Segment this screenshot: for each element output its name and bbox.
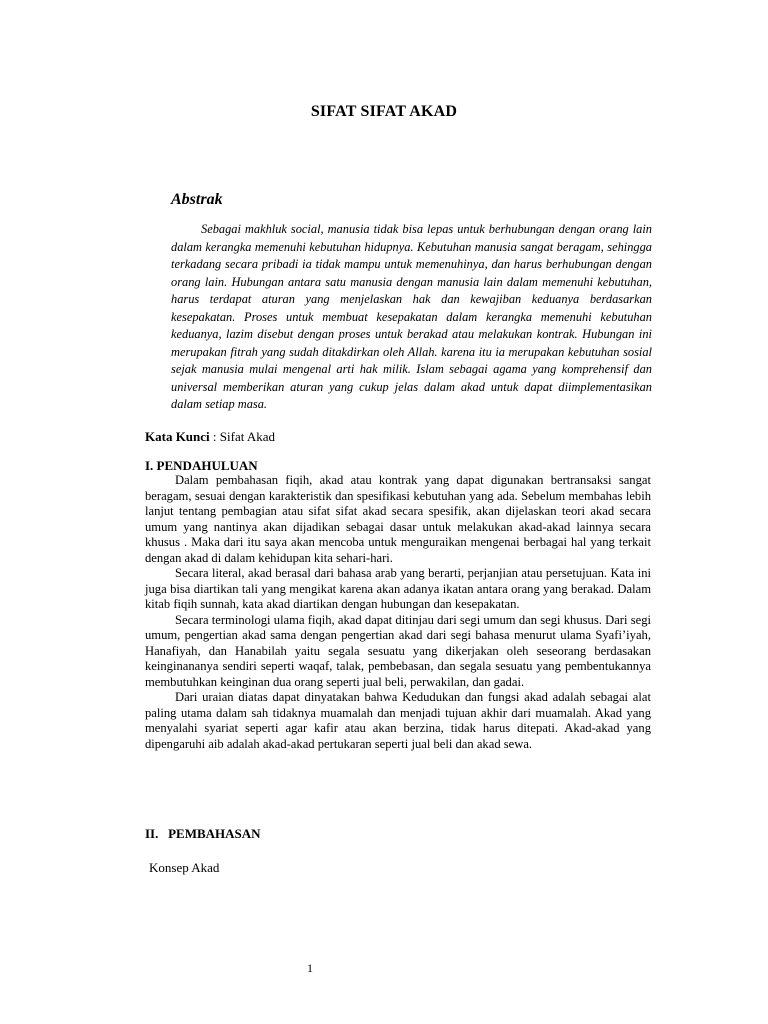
section-body-pendahuluan [145,473,651,752]
keywords-label: Kata Kunci [145,429,210,444]
page-number: 1 [307,961,313,975]
paragraph: Dalam pembahasan fiqih, akad atau kontrak yang dapat digunakan bertransaksi sangat beragam, sesuai dengan karakteristik dan spesifikasi kebutuhan yang ada. Sebelum membahas lebih lanjut tentang pembagian atau sifat sifat akad secara spesifik, akan dijelaskan teori akad secara umum yang nantinya akan dijadikan sebagai dasar untuk melakukan akad-akad lainnya secara khusus . Maka dari itu saya akan mencoba untuk menguraikan mengenai berbagai hal yang terkait dengan akad di dalam kehidupan kita sehari-hari. [145,473,651,565]
abstract-text: Sebagai makhluk social, manusia tidak bisa lepas untuk berhubungan dengan orang lain dalam kerangka memenuhi kebutuhan hidupnya. Kebutuhan manusia sangat beragam, sehingga terkadang secara pribadi ia tidak mampu untuk memenuhinya, dan harus berhubungan dengan orang lain. Hubungan antara satu manusia dengan manusia lain dalam memenuhi kebutuhan, harus terdapat aturan yang menjelaskan hak dan kewajiban keduanya berdasarkan kesepakatan. Proses untuk membuat kesepakatan dalam kerangka memenuhi kebutuhan keduanya, lazim disebut dengan proses untuk berakad atau melakukan kontrak. Hubungan ini merupakan fitrah yang sudah ditakdirkan oleh Allah. karena itu ia merupakan kebutuhan sosial sejak manusia mulai mengenal arti hak milik. Islam sebagai agama yang komprehensif dan universal memberikan aturan yang cukup jelas dalam akad untuk dapat diimplementasikan dalam setiap masa. [171,222,652,411]
section-heading-pembahasan [145,826,261,842]
paragraph: Dari uraian diatas dapat dinyatakan bahwa Kedudukan dan fungsi akad adalah sebagai alat paling utama dalam sah tidaknya muamalah dan menjadi tujuan akhir dari muamalah. Akad yang menyalahi syariat seperti agar kafir atau akan berzina, tidak harus ditepati. Akad-akad yang dipengaruhi aib adalah akad-akad pertukaran seperti jual beli dan akad sewa. [145,690,651,751]
keywords-line [145,429,275,445]
paragraph: Secara literal, akad berasal dari bahasa arab yang berarti, perjanjian atau persetujuan. Kata ini juga bisa diartikan tali yang mengikat karena akan adanya ikatan antara orang yang berakad. Dalam kitab fiqih sunnah, kata akad diartikan dengan hubungan dan kesepakatan. [145,566,651,611]
section-heading-pendahuluan: I. PENDAHULUAN [145,458,258,473]
abstract-heading: Abstrak [171,191,223,208]
paragraph: Secara terminologi ulama fiqih, akad dapat ditinjau dari segi umum dan segi khusus. Dari segi umum, pengertian akad sama dengan pengertian akad dari segi bahasa menurut ulama Syafi’iyah, Hanafiyah, dan Hanabilah yaitu segala sesuatu yang dikerjakan oleh seseorang berdasakan keinginananya sendiri seperti waqaf, talak, pembebasan, dan segala sesuatu yang pembentukannya membutuhkan keinginan dua orang seperti jual beli, perwakilan, dan gadai. [145,612,651,689]
subheading-konsep-akad: Konsep Akad [149,860,220,875]
section-heading-pembahasan-text: II. PEMBAHASAN [145,826,261,841]
keywords-value: : Sifat Akad [212,429,276,444]
document-title: SIFAT SIFAT AKAD [310,103,458,120]
